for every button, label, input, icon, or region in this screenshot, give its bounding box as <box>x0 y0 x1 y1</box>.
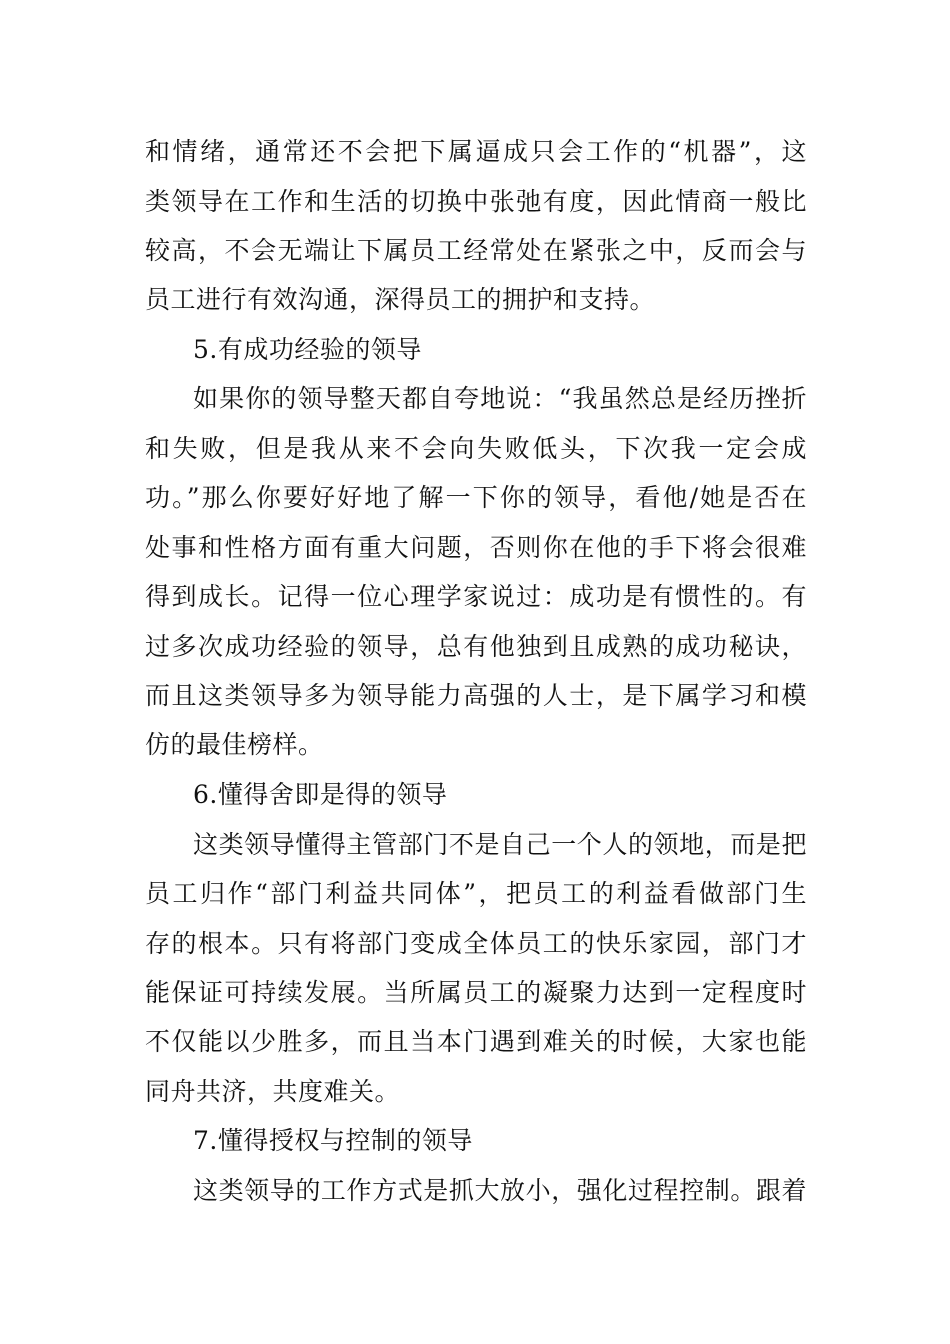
paragraph-line: 如果你的领导整天都自夸地说：“我虽然总是经历挫折 <box>193 384 807 413</box>
paragraph-line: 而且这类领导多为领导能力高强的人士，是下属学习和模 <box>145 681 807 710</box>
paragraph-line: 过多次成功经验的领导，总有他独到且成熟的成功秘诀， <box>145 632 807 661</box>
paragraph-line: 较高，不会无端让下属员工经常处在紧张之中，反而会与 <box>145 236 807 265</box>
paragraph-line: 和失败，但是我从来不会向失败低头，下次我一定会成 <box>145 434 807 463</box>
paragraph-line: 员工归作“部门利益共同体”，把员工的利益看做部门生 <box>145 879 807 908</box>
section-heading: 6.懂得舍即是得的领导 <box>193 780 448 809</box>
paragraph-line: 同舟共济，共度难关。 <box>145 1077 401 1106</box>
paragraph-line: 不仅能以少胜多，而且当本门遇到难关的时候，大家也能 <box>145 1027 807 1056</box>
paragraph-line: 能保证可持续发展。当所属员工的凝聚力达到一定程度时 <box>145 978 807 1007</box>
paragraph-line: 和情绪，通常还不会把下属逼成只会工作的“机器”，这 <box>145 137 807 166</box>
paragraph-line: 这类领导的工作方式是抓大放小，强化过程控制。跟着 <box>193 1176 807 1205</box>
section-heading: 5.有成功经验的领导 <box>193 335 422 364</box>
paragraph-line: 类领导在工作和生活的切换中张弛有度，因此情商一般比 <box>145 187 807 216</box>
paragraph-line: 功。”那么你要好好地了解一下你的领导，看他/她是否在 <box>145 483 807 512</box>
paragraph-line: 员工进行有效沟通，深得员工的拥护和支持。 <box>145 285 656 314</box>
paragraph-line: 仿的最佳榜样。 <box>145 730 324 759</box>
paragraph-line: 得到成长。记得一位心理学家说过：成功是有惯性的。有 <box>145 582 807 611</box>
paragraph-line: 这类领导懂得主管部门不是自己一个人的领地，而是把 <box>193 830 807 859</box>
section-heading: 7.懂得授权与控制的领导 <box>193 1126 473 1155</box>
paragraph-line: 处事和性格方面有重大问题，否则你在他的手下将会很难 <box>145 533 807 562</box>
paragraph-line: 存的根本。只有将部门变成全体员工的快乐家园，部门才 <box>145 929 807 958</box>
